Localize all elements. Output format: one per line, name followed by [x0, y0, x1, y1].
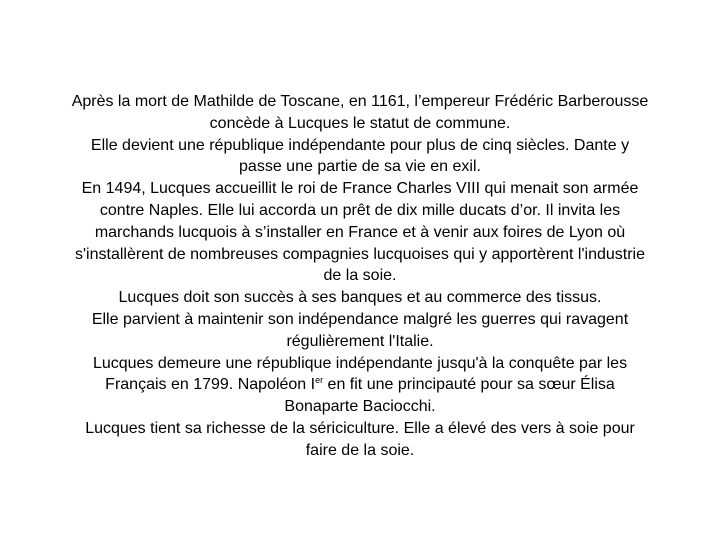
paragraph-banques: Lucques doit son succès à ses banques et au commerce des tissus. — [118, 289, 602, 307]
paragraph-independance: Elle parvient à maintenir son indépendance malgré les guerres qui ravagent régulièrement l'Italie. — [91, 310, 629, 350]
paragraph-sericiculture: Lucques tient sa richesse de la sériciculture. Elle a élevé des vers à soie pour faire de la soie. — [85, 419, 635, 459]
paragraph-republique: Elle devient une république indépendante pour plus de cinq siècles. Dante y passe une partie de sa vie en exil. — [90, 136, 630, 176]
napoleon-text-after: en fit une principauté pour sa sœur Élisa Bonaparte Baciocchi. — [284, 376, 615, 416]
body-text — [70, 91, 650, 462]
paragraph-charles-viii: En 1494, Lucques accueillit le roi de France Charles VIII qui menait son armée contre Naples. Elle lui accorda un prêt de dix mille ducats d’or. Il invita les marchands lucquois à s’installer en France et à venir aux foires de Lyon où s'installèrent de nombreuses compagnies lucquoises qui y apportèrent l'industrie de la soie. — [75, 180, 645, 285]
napoleon-superscript: er — [315, 375, 324, 386]
napoleon-text-before: Lucques demeure une république indépendante jusqu'à la conquête par les Français en 1799. Napoléon I — [92, 354, 628, 394]
paragraph-napoleon — [70, 353, 650, 418]
paragraph-mathilde: Après la mort de Mathilde de Toscane, en 1161, l’empereur Frédéric Barberousse concède à Lucques le statut de commune. — [71, 93, 649, 132]
